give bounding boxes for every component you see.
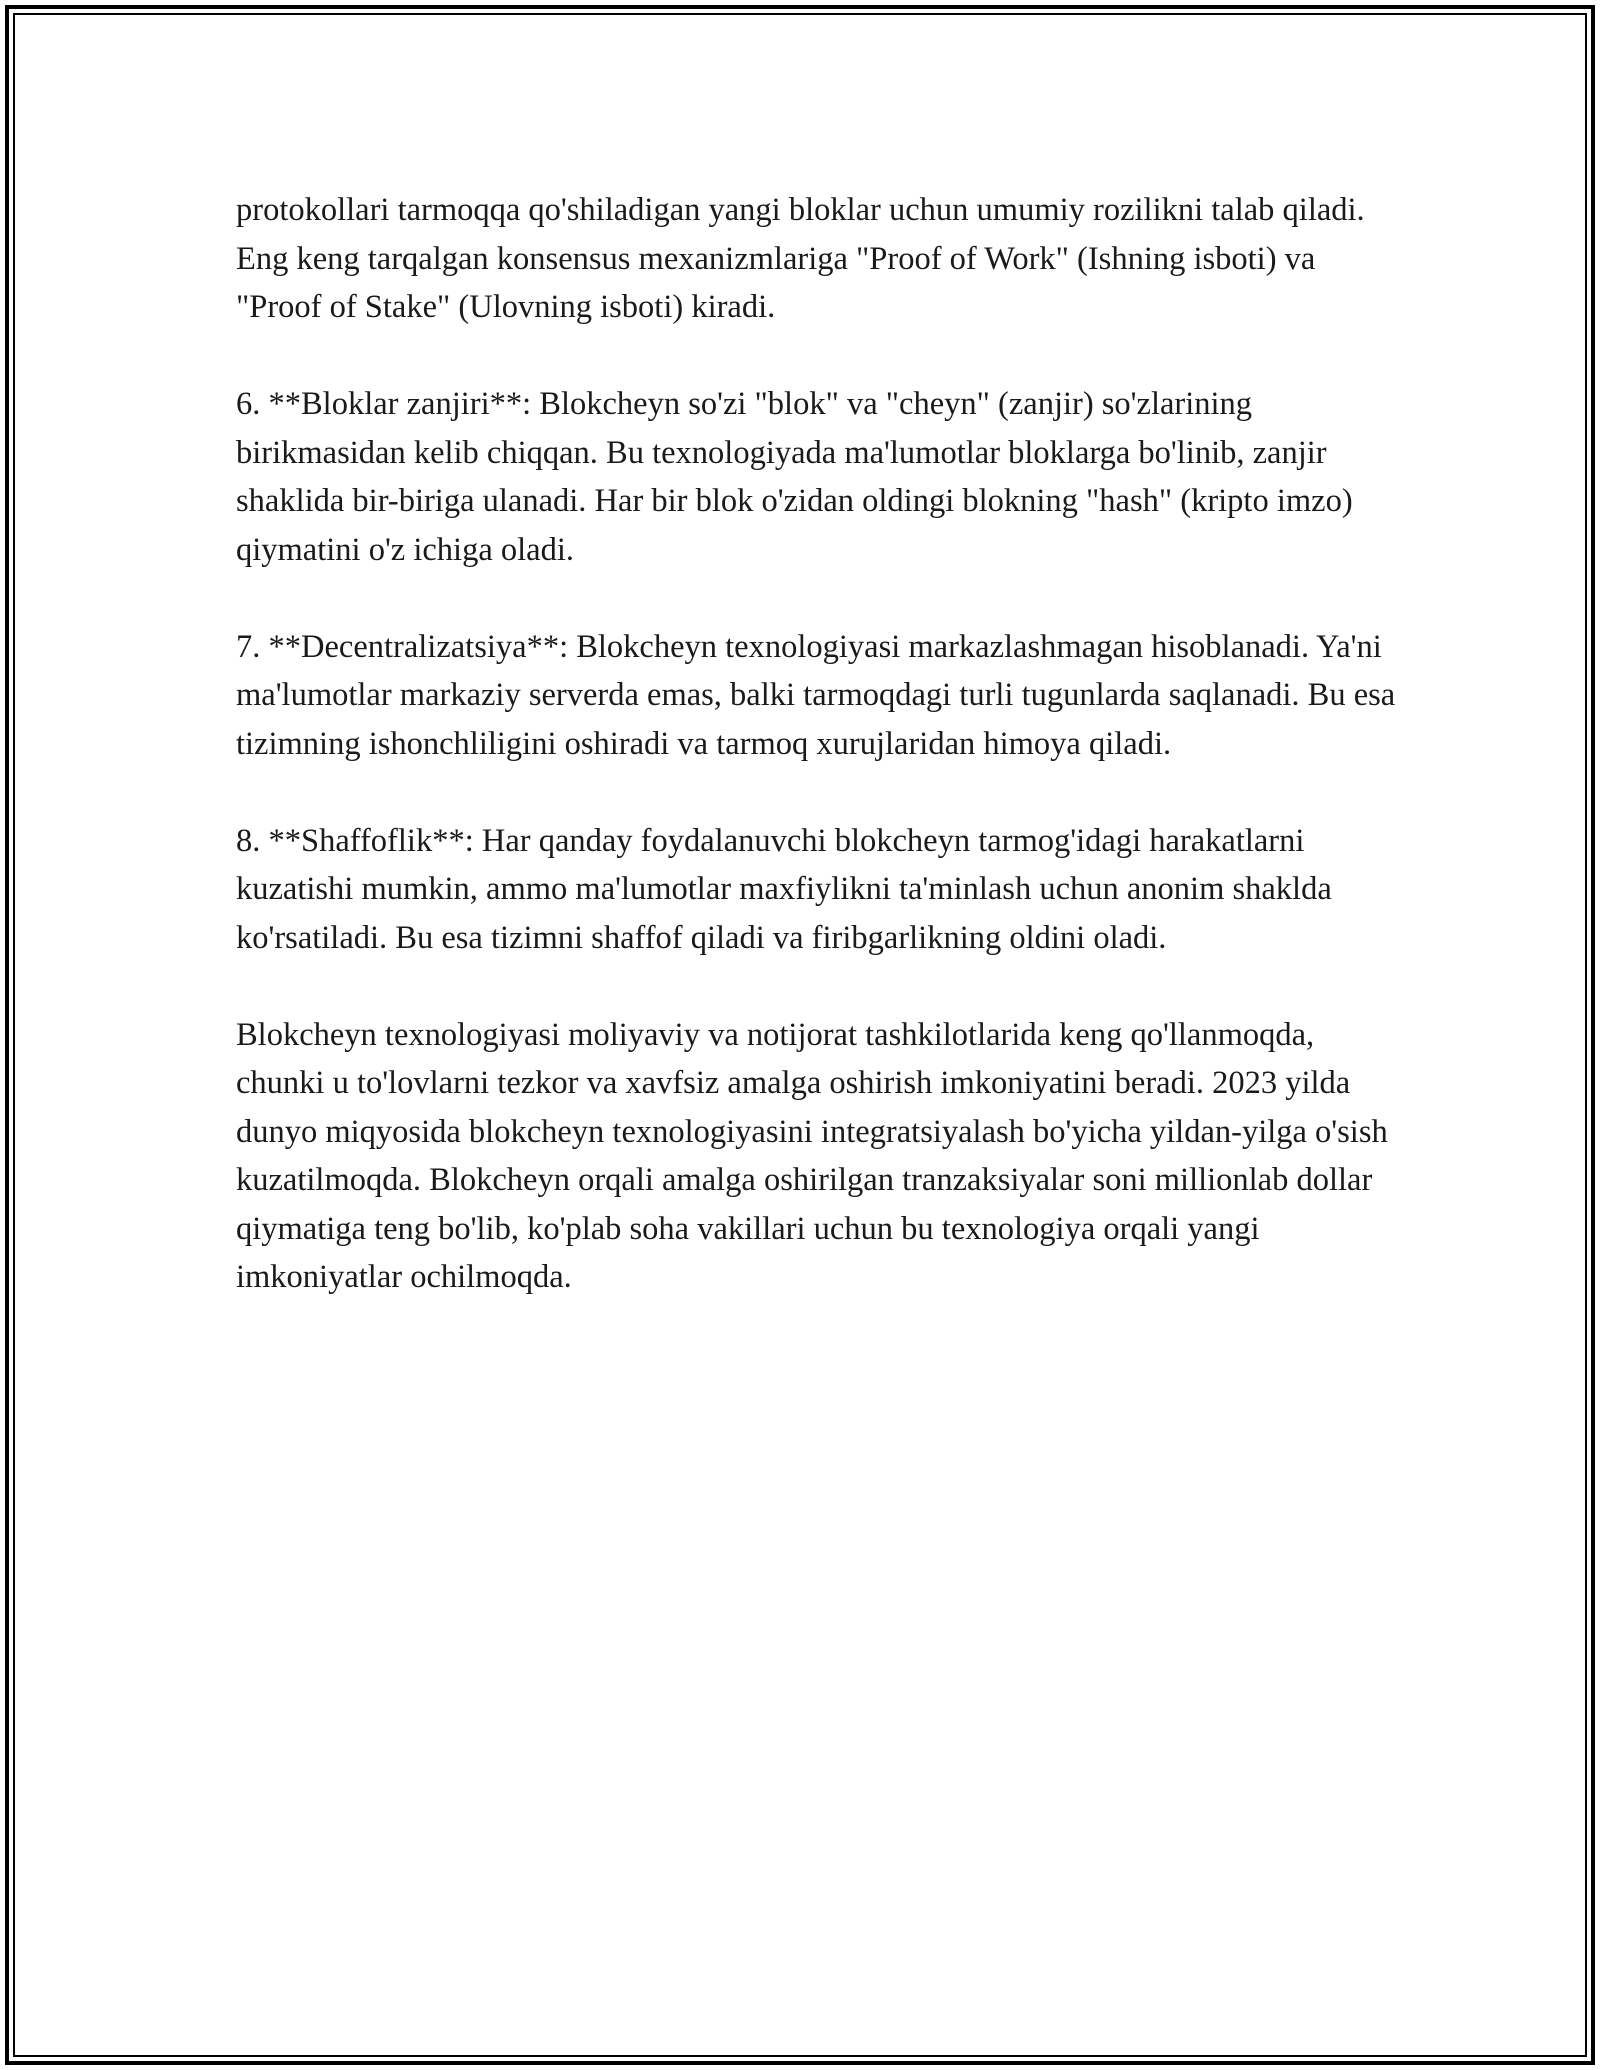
document-body [236,186,1406,1302]
paragraph-shaffoflik: 8. **Shaffoflik**: Har qanday foydalanuvchi blokcheyn tarmog'idagi harakatlarni kuzatishi mumkin, ammo ma'lumotlar maxfiylikni ta'minlash uchun anonim shaklda ko'rsatiladi. Bu esa tizimni shaffof qiladi va firibgarlikning oldini oladi. [236,822,1332,956]
paragraph-bloklar-zanjiri: 6. **Bloklar zanjiri**: Blokcheyn so'zi "blok" va "cheyn" (zanjir) so'zlarining birikmasidan kelib chiqqan. Bu texnologiyada ma'lumotlar bloklarga bo'linib, zanjir shaklida bir-biriga ulanadi. Har bir blok o'zidan oldingi blokning "hash" (kripto imzo) qiymatini o'z ichiga oladi. [236,386,1353,568]
paragraph-conclusion: Blokcheyn texnologiyasi moliyaviy va notijorat tashkilotlarida keng qo'llanmoqda, chunki u to'lovlarni tezkor va xavfsiz amalga oshirish imkoniyatini beradi. 2023 yilda dunyo miqyosida blokcheyn texnologiyasini integratsiyalash bo'yicha yildan-yilga o'sish kuzatilmoqda. Blokcheyn orqali amalga oshirilgan tranzaksiyalar soni millionlab dollar qiymatiga teng bo'lib, ko'plab soha vakillari uchun bu texnologiya orqali yangi imkoniyatlar ochilmoqda. [236,1016,1388,1295]
paragraph-consensus-continuation: protokollari tarmoqqa qo'shiladigan yangi bloklar uchun umumiy rozilikni talab qiladi. Eng keng tarqalgan konsensus mexanizmlariga "Proof of Work" (Ishning isboti) va "Proof of Stake" (Ulovning isboti) kiradi. [236,192,1365,325]
paragraph-decentralizatsiya: 7. **Decentralizatsiya**: Blokcheyn texnologiyasi markazlashmagan hisoblanadi. Ya'ni ma'lumotlar markaziy serverda emas, balki tarmoqdagi turli tugunlarda saqlanadi. Bu esa tizimning ishonchliligini oshiradi va tarmoq xurujlaridan himoya qiladi. [236,628,1396,762]
